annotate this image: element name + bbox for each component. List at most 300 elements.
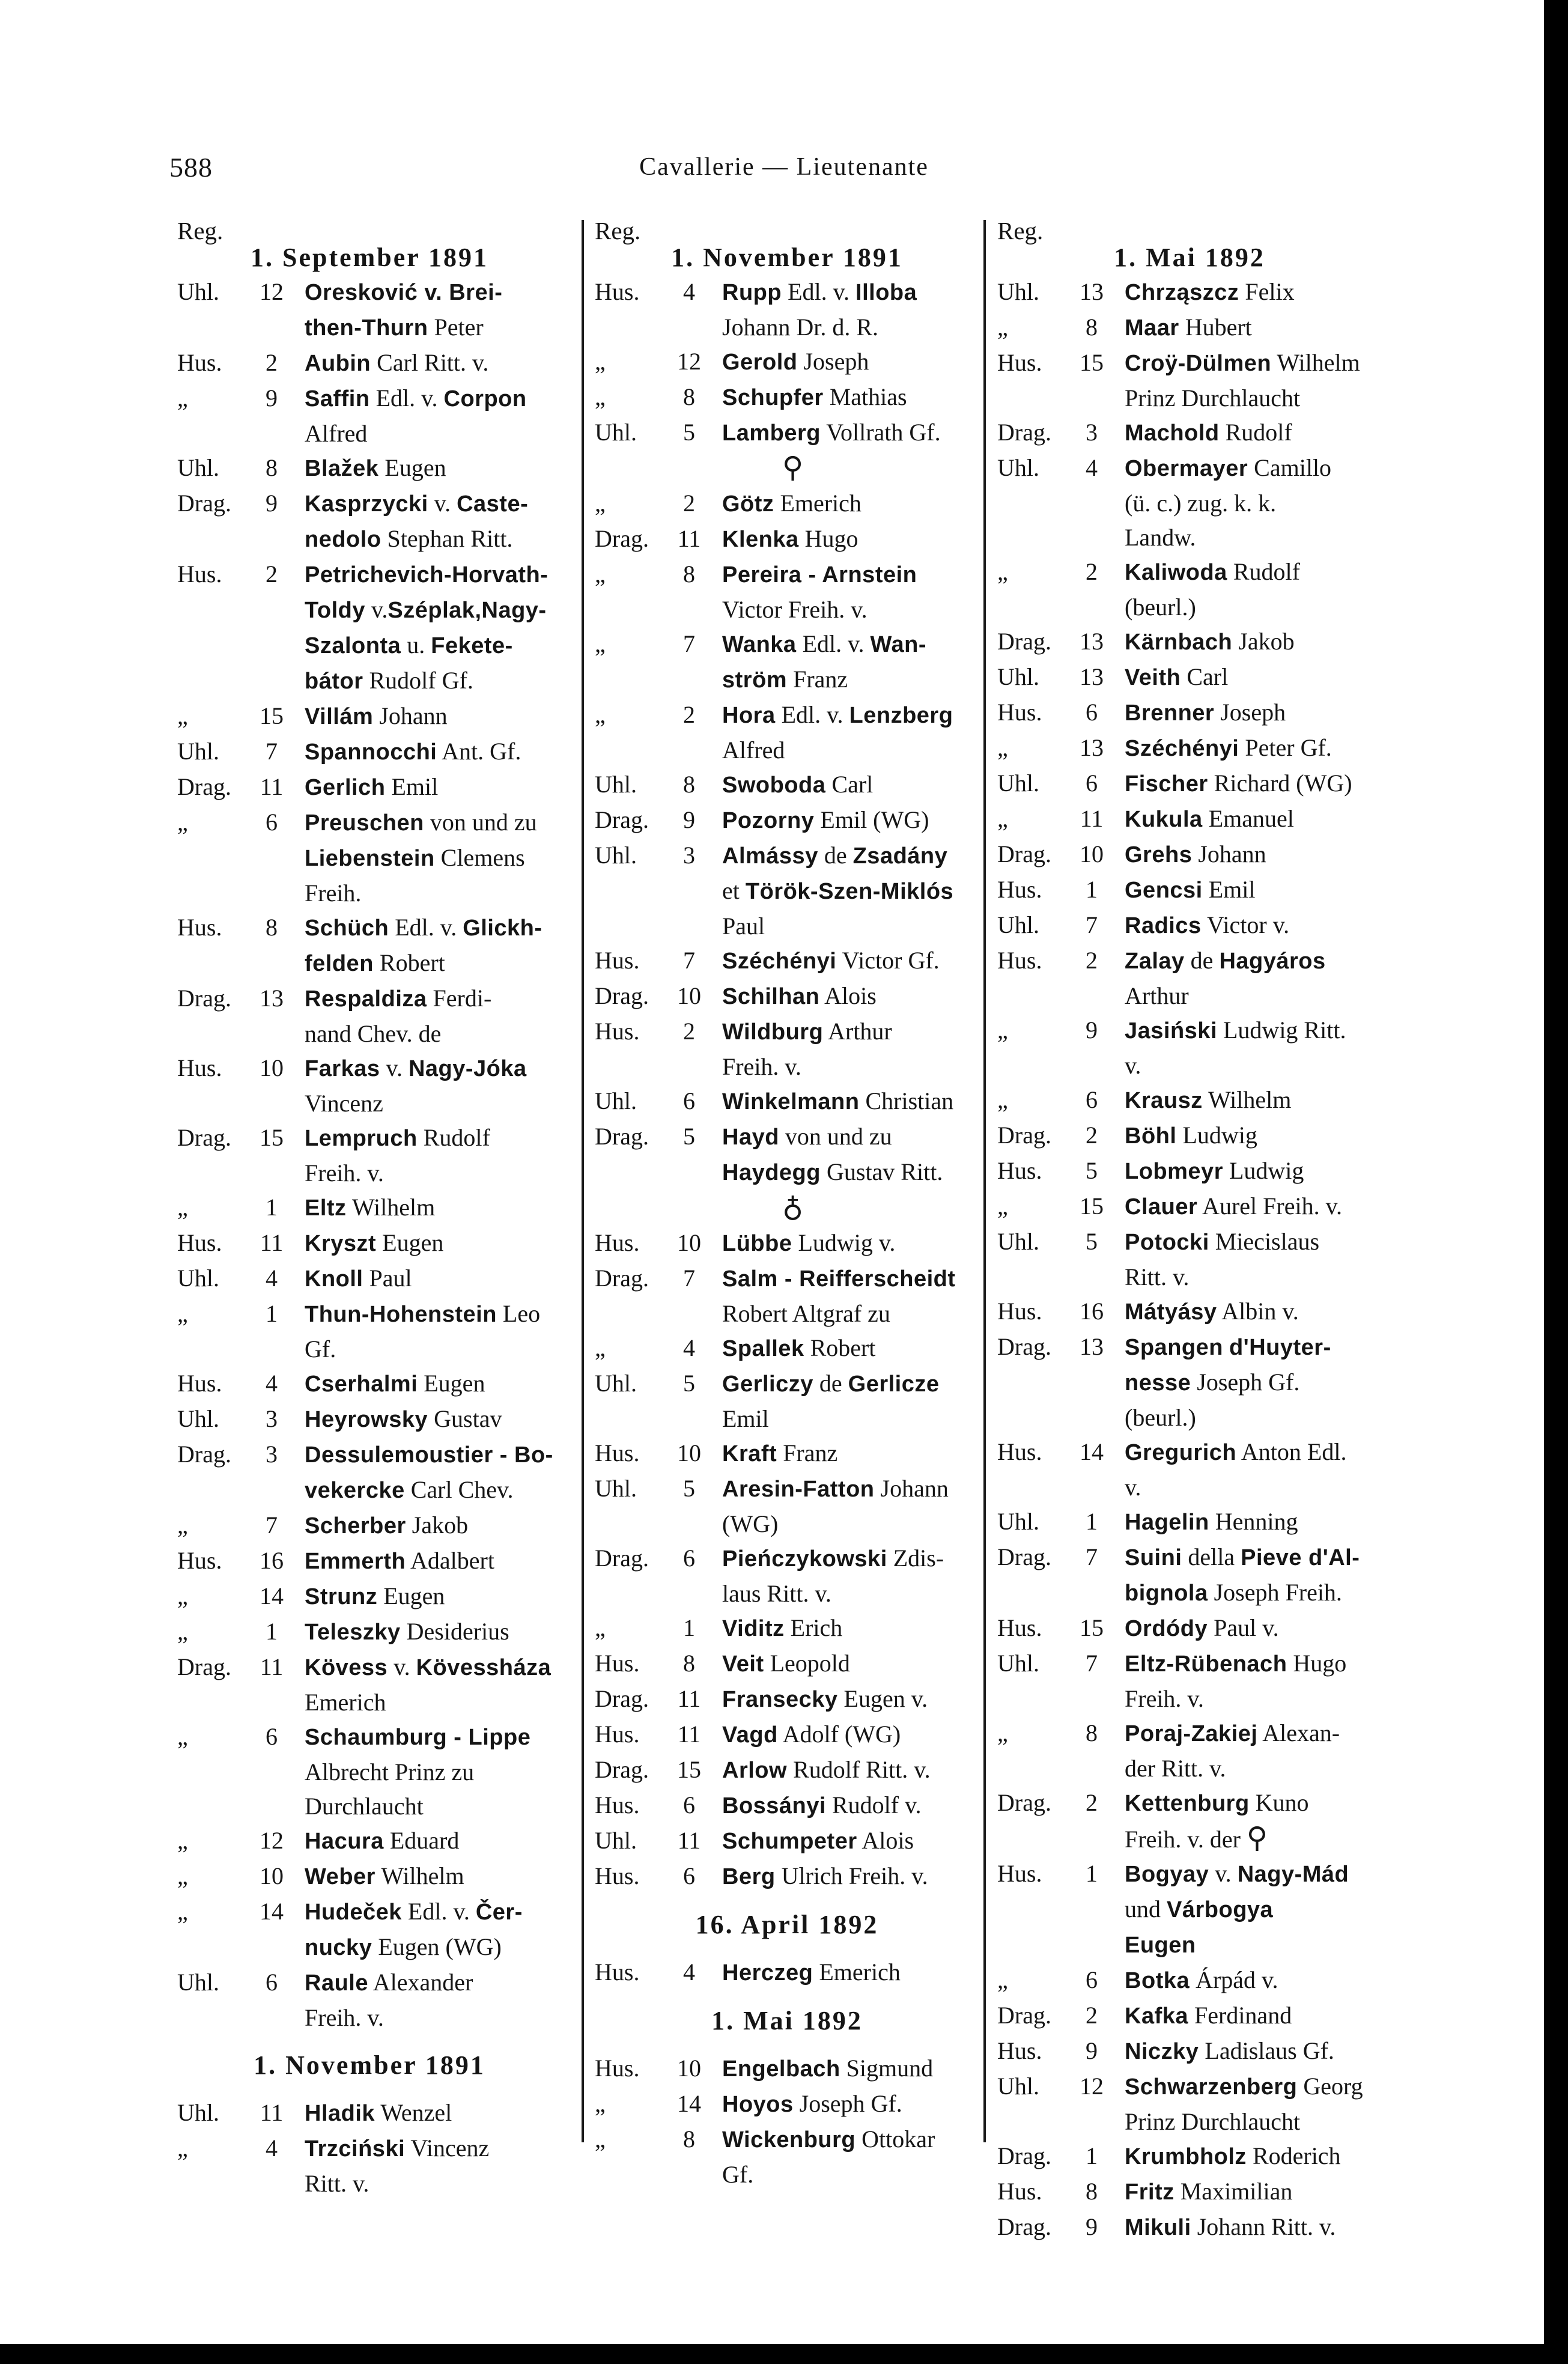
entry-given: Ferdi-: [427, 985, 492, 1012]
entry-text: [305, 451, 569, 486]
entry-text: [1125, 415, 1389, 451]
entry-given: [1223, 1333, 1229, 1360]
entry-regiment-type: Uhl.: [177, 1969, 219, 1996]
entry-text: [1125, 2069, 1389, 2139]
entry-regiment-number: 13: [1080, 628, 1104, 655]
entry-surname: Zsadány: [852, 843, 948, 869]
entry-line: [1125, 486, 1389, 520]
entry-regiment-type: Hus.: [997, 349, 1042, 376]
list-entry: [997, 1504, 1382, 1540]
entry-regiment-number: 7: [1086, 1543, 1098, 1570]
entry-given: Rudolf: [417, 1124, 490, 1151]
entry-regiment-type: Hus.: [177, 1229, 222, 1256]
entry-line: [305, 1437, 569, 1472]
section-heading: 1. Mai 1892: [711, 2006, 863, 2035]
entry-text: [1125, 1329, 1389, 1435]
entry-regiment-type: „: [997, 734, 1008, 761]
entry-given: Rudolf: [1219, 419, 1292, 446]
list-entry: [177, 1965, 562, 2035]
entry-regiment-number: 2: [1086, 2002, 1098, 2029]
entry-given: Leo: [496, 1300, 541, 1327]
entry-regiment-number: 12: [260, 278, 284, 305]
entry-surname: Schilhan: [722, 984, 820, 1009]
list-entry: [997, 660, 1382, 695]
entry-regiment-number: 11: [1080, 805, 1104, 832]
entry-given: Albrecht Prinz zu: [305, 1758, 475, 1785]
entry-given: Stephan Ritt.: [381, 525, 513, 552]
entry-given: Freih. v.: [305, 1159, 384, 1187]
entry-given: Eugen: [378, 454, 446, 481]
entry-given: laus Ritt. v.: [722, 1580, 831, 1607]
entry-regiment-type: Hus.: [997, 1157, 1042, 1184]
entry-regiment-number: 3: [266, 1405, 278, 1432]
entry-given: Jakob: [406, 1512, 469, 1539]
entry-line: [722, 1752, 986, 1788]
entry-given: Gustav: [428, 1405, 502, 1432]
entry-given: Wilhelm: [375, 1862, 464, 1889]
entry-text: [305, 557, 569, 699]
list-entry: [997, 415, 1382, 451]
entry-given: von und zu: [779, 1123, 892, 1150]
list-entry: [997, 2069, 1382, 2139]
column-1: [177, 216, 562, 2201]
list-entry: [595, 486, 979, 521]
entry-surname: Berg: [722, 1864, 776, 1889]
entry-line: [1125, 731, 1389, 766]
entry-surname: Clauer: [1125, 1194, 1198, 1220]
entry-surname: Fekete-: [431, 633, 513, 658]
entry-regiment-number: 3: [1086, 419, 1098, 446]
entry-given: Durchlaucht: [305, 1793, 424, 1820]
entry-given: Edl. v.: [775, 701, 849, 728]
entry-regiment-number: 6: [683, 1862, 695, 1889]
entry-text: [305, 1719, 569, 1823]
entry-surname: Várbogya: [1167, 1897, 1274, 1922]
entry-given: v.: [380, 1054, 409, 1081]
entry-regiment-type: Drag.: [997, 2002, 1051, 2029]
entry-surname: Mikuli: [1125, 2215, 1191, 2240]
list-entry: [177, 557, 562, 699]
entry-regiment-number: 9: [266, 490, 278, 517]
entry-line: [722, 1507, 986, 1541]
entry-surname: Széplak,Nagy-: [387, 598, 547, 623]
entry-surname: Fritz: [1125, 2180, 1174, 2205]
entry-line: [1125, 1540, 1389, 1575]
entry-text: [1125, 837, 1389, 872]
entry-surname: bignola: [1125, 1581, 1208, 1606]
list-entry: [997, 2139, 1382, 2174]
entry-given: Albin v.: [1217, 1298, 1299, 1325]
entry-regiment-number: 7: [266, 738, 278, 765]
entry-regiment-number: 2: [266, 561, 278, 588]
entry-given: et: [722, 877, 746, 904]
entry-regiment-type: Hus.: [595, 1791, 640, 1819]
entry-regiment-number: 11: [260, 1229, 284, 1256]
entry-surname: Kryszt: [305, 1231, 377, 1256]
list-entry: [997, 731, 1382, 766]
entry-line: [1125, 1927, 1389, 1963]
list-entry: [595, 838, 979, 943]
entry-text: [305, 1190, 569, 1226]
entry-text: [1125, 872, 1389, 908]
entry-given: Rudolf: [1227, 558, 1300, 585]
entry-regiment-type: „: [177, 1582, 188, 1609]
entry-text: [722, 1084, 986, 1119]
entry-surname: Emmerth: [305, 1549, 406, 1574]
list-entry: [997, 310, 1382, 345]
entry-regiment-number: 13: [260, 985, 284, 1012]
list-entry: [997, 275, 1382, 310]
entry-regiment-type: Hus.: [595, 278, 640, 305]
entry-text: [1125, 2210, 1389, 2245]
entry-text: [305, 699, 569, 734]
entry-text: [722, 1823, 986, 1859]
list-entry: [595, 767, 979, 803]
entry-surname: Kövess: [305, 1655, 388, 1680]
entry-regiment-number: 10: [677, 1439, 701, 1466]
entry-regiment-type: „: [997, 1719, 1008, 1746]
list-entry: [997, 872, 1382, 908]
list-entry: [595, 1366, 979, 1436]
entry-line: [305, 521, 569, 557]
list-entry: [177, 1226, 562, 1261]
entry-regiment-number: 15: [260, 1124, 284, 1151]
entry-surname: Kövessháza: [416, 1655, 552, 1680]
entry-regiment-number: 7: [683, 630, 695, 657]
entry-regiment-type: Uhl.: [595, 1827, 637, 1854]
entry-surname: Spallek: [722, 1336, 804, 1361]
entry-text: [722, 1261, 986, 1331]
entry-text: [722, 2122, 986, 2192]
entry-surname: Schupfer: [722, 385, 824, 410]
entry-surname: Hayd: [722, 1125, 779, 1150]
entry-regiment-type: „: [177, 1723, 188, 1750]
entry-line: [305, 1332, 569, 1366]
entry-line: [305, 1719, 569, 1755]
entry-line: [1125, 695, 1389, 731]
entry-given: de: [818, 842, 853, 869]
entry-surname: Caste-: [457, 491, 529, 517]
entry-line: [1125, 2069, 1389, 2104]
entry-regiment-number: 15: [1080, 1193, 1104, 1220]
list-entry: [177, 1190, 562, 1226]
entry-regiment-number: 3: [266, 1441, 278, 1468]
page-number: 588: [169, 152, 213, 183]
deceased-cross-icon: ⚲: [1246, 1821, 1268, 1855]
entry-line: [305, 1472, 569, 1508]
entry-regiment-number: 15: [1080, 349, 1104, 376]
entry-line: [305, 946, 569, 981]
entry-regiment-type: Hus.: [177, 914, 222, 941]
entry-regiment-number: 16: [1080, 1298, 1104, 1325]
entry-regiment-number: 8: [683, 771, 695, 798]
entry-regiment-number: 1: [266, 1194, 278, 1221]
entry-given: Carl: [825, 771, 874, 798]
entry-regiment-type: „: [997, 1086, 1008, 1113]
entry-line: [722, 909, 986, 943]
entry-surname: Eltz-Rübenach: [1125, 1651, 1287, 1677]
entry-line: [722, 1296, 986, 1331]
list-entry: [595, 344, 979, 380]
entry-regiment-type: Uhl.: [595, 771, 637, 798]
entry-regiment-number: 15: [260, 702, 284, 729]
entry-surname: Vagd: [722, 1722, 778, 1748]
entry-line: [1125, 837, 1389, 872]
entry-line: [722, 838, 986, 874]
entry-regiment-type: Drag.: [595, 982, 649, 1009]
list-entry: [177, 1051, 562, 1120]
entry-given: Edl. v.: [369, 384, 444, 412]
entry-surname: Rupp: [722, 280, 782, 305]
list-entry: [595, 557, 979, 627]
entry-line: [722, 1955, 986, 1990]
entry-regiment-number: 9: [1086, 1016, 1098, 1044]
entry-line: [1125, 943, 1389, 979]
entry-regiment-number: 14: [260, 1898, 284, 1925]
entry-surname: Weber: [305, 1864, 375, 1889]
entry-given: Joseph Freih.: [1208, 1579, 1342, 1606]
entry-line: [305, 2001, 569, 2035]
entry-given: Gf.: [722, 2161, 754, 2188]
entry-text: [722, 1471, 986, 1541]
entry-regiment-number: 8: [1086, 314, 1098, 341]
entry-regiment-number: 6: [683, 1791, 695, 1819]
entry-regiment-type: Uhl.: [595, 842, 637, 869]
list-entry: [997, 1785, 1382, 1856]
entry-line: [1125, 451, 1389, 486]
entry-line: [722, 2157, 986, 2192]
entry-given: Johann: [874, 1475, 949, 1502]
entry-surname: Machold: [1125, 421, 1220, 446]
entry-line: [722, 275, 986, 310]
list-entry: [997, 908, 1382, 943]
entry-regiment-type: Hus.: [997, 2037, 1042, 2064]
entry-line: [1125, 2104, 1389, 2139]
entry-line: [722, 733, 986, 767]
entry-regiment-type: Drag.: [997, 2142, 1051, 2169]
entry-line: [305, 2131, 569, 2166]
entry-line: [1125, 766, 1389, 801]
entry-surname: nucky: [305, 1935, 372, 1960]
entry-surname: Schwarzenberg: [1125, 2074, 1298, 2100]
entry-line: [305, 2095, 569, 2131]
entry-text: [722, 979, 986, 1014]
list-entry: [997, 1083, 1382, 1118]
entry-surname: Wanka: [722, 632, 797, 657]
entry-given: de: [1184, 947, 1220, 974]
entry-surname: bátor: [305, 669, 363, 694]
entry-given: (beurl.): [1125, 1404, 1196, 1431]
entry-text: [305, 1120, 569, 1190]
entry-regiment-number: 6: [683, 1545, 695, 1572]
entry-surname: Cserhalmi: [305, 1372, 418, 1397]
entry-regiment-type: Hus.: [997, 1614, 1042, 1641]
entry-regiment-type: Uhl.: [997, 1650, 1039, 1677]
entry-given: Freih. v. der: [1125, 1826, 1247, 1853]
entry-line: [1125, 2034, 1389, 2069]
entry-surname: Kraft: [722, 1441, 777, 1466]
list-entry: [177, 1719, 562, 1823]
entry-line: [1125, 979, 1389, 1013]
entry-surname: Herczeg: [722, 1960, 813, 1986]
list-entry: [595, 627, 979, 697]
entry-regiment-number: 11: [677, 1827, 701, 1854]
entry-given: (WG): [722, 1510, 779, 1537]
entry-given: Wilhelm: [1271, 349, 1360, 376]
entry-surname: Scherber: [305, 1513, 406, 1539]
entry-line: [305, 451, 569, 486]
entry-given: Emil: [722, 1405, 769, 1432]
entry-surname: Fischer: [1125, 771, 1208, 797]
entry-surname: then-Thurn: [305, 315, 428, 341]
entry-surname: Preuschen: [305, 810, 424, 836]
list-entry: [997, 2174, 1382, 2210]
section-heading: 1. September 1891: [250, 243, 489, 272]
entry-regiment-number: 1: [1086, 2142, 1098, 2169]
entry-regiment-type: „: [997, 314, 1008, 341]
entry-text: [1125, 1083, 1389, 1118]
entry-surname: Böhl: [1125, 1123, 1177, 1149]
entry-text: [305, 1226, 569, 1261]
entry-line: [305, 1296, 569, 1332]
entry-line: [722, 1050, 986, 1084]
entry-line: [722, 1226, 986, 1261]
entry-line: [722, 1084, 986, 1119]
entry-given: Johann: [1192, 840, 1266, 868]
entry-line: [1125, 1435, 1389, 1470]
entry-surname: Corpon: [443, 386, 527, 412]
section-heading: 1. November 1891: [671, 243, 903, 272]
entry-surname: Liebenstein: [305, 846, 435, 871]
entry-text: [1125, 345, 1389, 415]
entry-regiment-type: Hus.: [997, 2178, 1042, 2205]
entry-given: Ludwig: [1176, 1122, 1257, 1149]
entry-regiment-number: 4: [266, 2135, 278, 2162]
entry-regiment-type: Drag.: [997, 1543, 1051, 1570]
entry-given: von und zu: [424, 809, 537, 836]
entry-given: Eugen (WG): [372, 1933, 502, 1960]
entry-surname: Gerliczy: [722, 1372, 813, 1397]
entry-given: Ulrich Freih. v.: [775, 1862, 928, 1889]
list-entry: [177, 1120, 562, 1190]
entry-regiment-type: „: [595, 630, 606, 657]
entry-regiment-type: Drag.: [177, 985, 231, 1012]
entry-surname: Croÿ-Dülmen: [1125, 351, 1272, 376]
entry-line: [722, 1155, 986, 1190]
entry-line: [722, 1119, 986, 1155]
entry-text: [1125, 555, 1389, 624]
entry-text: [722, 1436, 986, 1471]
list-entry: [177, 345, 562, 381]
entry-surname: Arlow: [722, 1758, 788, 1783]
entry-line: [722, 662, 986, 697]
entry-given: Emerich: [813, 1958, 901, 1986]
entry-given: Felix: [1239, 278, 1295, 305]
entry-text: [722, 2086, 986, 2122]
entry-surname: Spangen: [1125, 1335, 1223, 1360]
entry-regiment-number: 10: [677, 982, 701, 1009]
entry-surname: felden: [305, 951, 374, 976]
list-entry: [595, 1788, 979, 1823]
entry-regiment-type: Drag.: [997, 2213, 1051, 2240]
entry-given: Victor Gf.: [836, 947, 940, 974]
list-entry: [595, 1752, 979, 1788]
entry-line: [722, 697, 986, 733]
entry-given: Hugo: [798, 525, 858, 552]
list-entry: [177, 770, 562, 805]
entry-line: [1125, 1118, 1389, 1153]
entry-regiment-number: 13: [1080, 278, 1104, 305]
entry-line: [1125, 1153, 1389, 1189]
list-entry: [595, 1014, 979, 1084]
entry-surname: Farkas: [305, 1056, 380, 1081]
entry-line: [305, 1366, 569, 1402]
entry-given: Desiderius: [400, 1618, 509, 1645]
entry-given: Carl Chev.: [404, 1476, 514, 1503]
entry-surname: Schaumburg - Lippe: [305, 1725, 531, 1750]
entry-line: [1125, 1400, 1389, 1435]
list-entry: [997, 1013, 1382, 1083]
list-entry: [595, 1682, 979, 1717]
entry-regiment-number: 4: [266, 1265, 278, 1292]
entry-given: Anton Edl.: [1236, 1438, 1347, 1465]
entry-given: Richard (WG): [1208, 770, 1352, 797]
entry-given: Christian: [859, 1087, 954, 1114]
entry-given: Edl. v.: [389, 914, 463, 941]
column-3: [997, 216, 1382, 2245]
entry-line: [305, 486, 569, 521]
entry-given: della: [1182, 1543, 1241, 1570]
entry-line: [305, 1543, 569, 1579]
entry-line: [1125, 590, 1389, 624]
list-entry: [997, 943, 1382, 1013]
list-entry: [997, 1540, 1382, 1611]
entry-given: Emerich: [774, 490, 861, 517]
entry-regiment-type: Uhl.: [997, 454, 1039, 481]
entry-given: Robert Altgraf zu: [722, 1300, 890, 1327]
entry-surname: Lenzberg: [849, 703, 953, 728]
entry-text: [305, 1650, 569, 1719]
entry-regiment-number: 2: [1086, 1122, 1098, 1149]
entry-regiment-number: 8: [683, 1650, 695, 1677]
entry-line: [1125, 1892, 1389, 1927]
entry-given: Hubert: [1179, 314, 1252, 341]
entry-line: [722, 1611, 986, 1646]
entry-regiment-number: 9: [683, 806, 695, 833]
entry-regiment-type: „: [595, 2090, 606, 2117]
list-entry: [997, 1435, 1382, 1504]
entry-regiment-number: 9: [266, 384, 278, 412]
entry-regiment-type: Hus.: [997, 1298, 1042, 1325]
entry-surname: Lamberg: [722, 421, 821, 446]
entry-line: [305, 805, 569, 840]
entry-line: [722, 1859, 986, 1894]
entry-given: Johann: [373, 702, 448, 729]
entry-regiment-number: 5: [683, 419, 695, 446]
entry-regiment-type: Uhl.: [997, 663, 1039, 690]
entry-line: [305, 1789, 569, 1823]
entry-surname: Aresin-Fatton: [722, 1477, 875, 1502]
section-heading: 1. November 1891: [254, 2050, 485, 2080]
entry-text: [1125, 908, 1389, 943]
list-entry: [997, 1294, 1382, 1329]
entry-line: [1125, 1646, 1389, 1682]
entry-given: Johann Dr. d. R.: [722, 314, 878, 341]
entry-line: [1125, 1998, 1389, 2034]
entry-regiment-type: Uhl.: [997, 770, 1039, 797]
entry-surname: Villám: [305, 704, 374, 729]
entry-line: [305, 1614, 569, 1650]
